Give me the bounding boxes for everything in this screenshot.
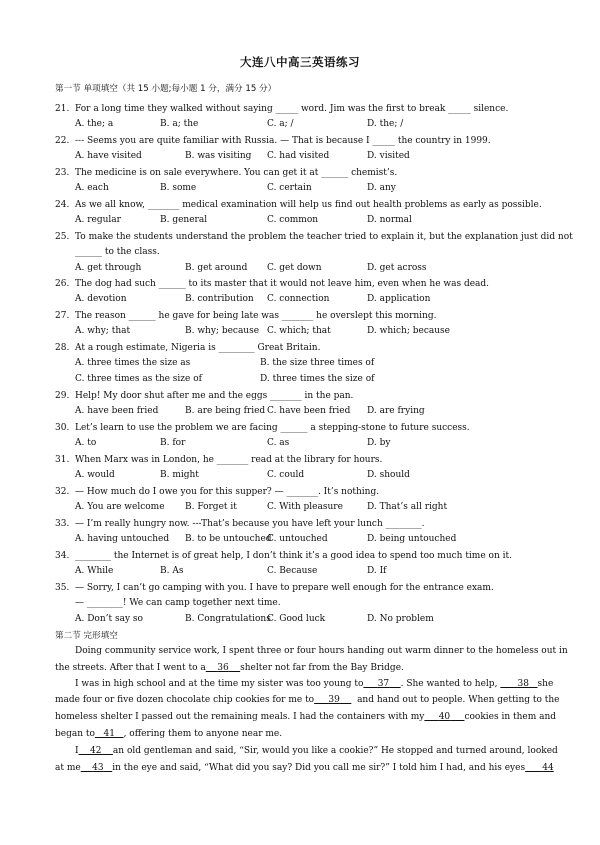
- answer-option: C. certain: [267, 183, 312, 193]
- answer-option: C. common: [267, 215, 319, 225]
- answer-option: B. might: [160, 470, 199, 480]
- answer-option: A. to: [75, 438, 97, 448]
- question-text: As we all know, _______ medical examination will help us find out health problems as early as possible.: [75, 200, 542, 210]
- question-number: 34.: [55, 551, 70, 561]
- blank-37: 37: [377, 679, 390, 689]
- answer-option: A. why; that: [75, 326, 131, 336]
- answer-option: D. If: [367, 566, 387, 576]
- answer-option: B. contribution: [185, 294, 254, 304]
- answer-option: B. was visiting: [185, 151, 252, 161]
- answer-option: B. are being fried: [185, 406, 266, 416]
- question-number: 29.: [55, 391, 70, 401]
- answer-option: C. have been fried: [267, 406, 351, 416]
- passage-line: made four or five dozen chocolate chip cookies for me to 39 and hand out to people. When getting to the: [55, 695, 560, 705]
- blank-39: 39: [328, 695, 340, 705]
- question-number: 21.: [55, 104, 70, 114]
- answer-option: C. With pleasure: [267, 502, 343, 512]
- answer-option: C. connection: [267, 294, 330, 304]
- section-2-header: 第二节 完形填空: [55, 631, 118, 641]
- question-text: — How much do I owe you for this supper? — _______. It’s nothing.: [75, 487, 380, 497]
- answer-option: A. each: [75, 183, 109, 193]
- answer-option: B. some: [160, 183, 197, 193]
- question-stem: [55, 518, 550, 530]
- blank-36: 36: [217, 663, 229, 673]
- question-stem: [55, 135, 550, 147]
- question-number: 26.: [55, 279, 70, 289]
- answer-option: A. the; a: [75, 119, 114, 129]
- answer-option: B. general: [160, 215, 208, 225]
- question-text: — I’m really hungry now. ---That’s because you have left your lunch ________.: [75, 519, 425, 529]
- question-text: The medicine is on sale everywhere. You can get it at ______ chemist’s.: [75, 168, 398, 178]
- answer-option: A. You are welcome: [75, 502, 165, 512]
- question-stem: [55, 167, 550, 179]
- answer-option: B. why; because: [185, 326, 260, 336]
- answer-option: C. Good luck: [267, 614, 326, 624]
- question-stem: [55, 390, 550, 402]
- passage-line: the streets. After that I went to a 36 shelter not far from the Bay Bridge.: [55, 663, 404, 673]
- answer-option: A. devotion: [75, 294, 127, 304]
- question-text: --- Seems you are quite familiar with Russia. — That is because I _____ the country in 1999.: [75, 136, 491, 146]
- question-number: 22.: [55, 136, 70, 146]
- answer-option: B. Congratulations: [185, 614, 271, 624]
- answer-option: D. which; because: [367, 326, 450, 336]
- question-text: Let’s learn to use the problem we are facing ______ a stepping-stone to future success.: [75, 423, 470, 433]
- page-title: 大连八中高三英语练习: [240, 55, 360, 69]
- answer-option: C. as: [267, 438, 290, 448]
- question-continuation: ______ to the class.: [75, 247, 160, 257]
- answer-option: C. Because: [267, 566, 318, 576]
- answer-option: C. three times as the size of: [75, 374, 202, 384]
- answer-option: B. for: [160, 438, 186, 448]
- answer-option: A. have visited: [75, 151, 142, 161]
- answer-option: D. get across: [367, 263, 427, 273]
- question-stem: [55, 278, 550, 290]
- answer-option: C. which; that: [267, 326, 331, 336]
- blank-40: 40: [438, 712, 451, 722]
- question-number: 25.: [55, 232, 70, 242]
- question-stem: [55, 454, 550, 466]
- question-text: ________ the Internet is of great help, I don’t think it’s a good idea to spend too much time on it.: [75, 551, 512, 561]
- question-number: 35.: [55, 583, 70, 593]
- passage-line: Doing community service work, I spent three or four hours handing out warm dinner to the homeless out in: [75, 646, 568, 656]
- answer-option: D. normal: [367, 215, 412, 225]
- question-stem: [55, 199, 550, 211]
- answer-option: C. untouched: [267, 534, 328, 544]
- question-number: 24.: [55, 200, 70, 210]
- answer-option: A. have been fried: [75, 406, 159, 416]
- answer-option: D. should: [367, 470, 410, 480]
- answer-option: D. That’s all right: [367, 502, 448, 512]
- answer-option: A. regular: [75, 215, 121, 225]
- question-stem: [55, 486, 550, 498]
- question-stem: [55, 231, 573, 243]
- question-text: The reason ______ he gave for being late was _______ he overslept this morning.: [75, 311, 437, 321]
- answer-option: D. by: [367, 438, 391, 448]
- question-number: 32.: [55, 487, 70, 497]
- answer-option: D. application: [367, 294, 431, 304]
- answer-option: B. As: [160, 566, 184, 576]
- question-text: At a rough estimate, Nigeria is ________ Great Britain.: [75, 343, 321, 353]
- question-text: Help! My door shut after me and the eggs _______ in the pan.: [75, 391, 354, 401]
- answer-option: B. Forget it: [185, 502, 237, 512]
- question-number: 27.: [55, 311, 70, 321]
- blank-38: 38: [517, 679, 529, 689]
- answer-option: A. three times the size as: [75, 358, 191, 368]
- answer-option: B. get around: [185, 263, 248, 273]
- question-stem: [55, 103, 550, 115]
- answer-option: D. the; /: [367, 119, 404, 129]
- question-number: 28.: [55, 343, 70, 353]
- question-number: 30.: [55, 423, 70, 433]
- question-stem: [55, 582, 550, 594]
- answer-option: D. three times the size of: [260, 374, 375, 384]
- question-text: For a long time they walked without saying _____ word. Jim was the first to break _____ silence.: [75, 104, 509, 114]
- answer-option: D. being untouched: [367, 534, 457, 544]
- question-continuation: — ________! We can camp together next time.: [75, 598, 281, 608]
- question-text: To make the students understand the problem the teacher tried to explain it, but the explanation just did not: [75, 232, 573, 242]
- passage-line: at me 43 in the eye and said, “What did you say? Did you call me sir?” I told him I had, and his eyes 44: [55, 763, 554, 773]
- question-stem: [55, 422, 550, 434]
- answer-option: D. any: [367, 183, 396, 193]
- question-number: 31.: [55, 455, 70, 465]
- passage-line: began to 41 , offering them to anyone near me.: [55, 729, 283, 739]
- question-stem: [55, 550, 550, 562]
- passage-line: homeless shelter I passed out the remaining meals. I had the containers with my 40 cookies in them and: [55, 712, 557, 722]
- answer-option: A. Don’t say so: [75, 614, 143, 624]
- question-text: The dog had such ______ to its master that it would not leave him, even when he was dead.: [75, 279, 490, 289]
- blank-42: 42: [90, 746, 102, 756]
- answer-option: A. While: [75, 566, 114, 576]
- passage-line: I 42 an old gentleman and said, “Sir, would you like a cookie?” He stopped and turned around, looked: [75, 746, 558, 756]
- question-text: When Marx was in London, he _______ read at the library for hours.: [75, 455, 383, 465]
- answer-option: B. to be untouched: [185, 534, 272, 544]
- passage-line: I was in high school and at the time my sister was too young to 37 . She wanted to help, 38 she: [75, 679, 554, 689]
- answer-option: C. get down: [267, 263, 322, 273]
- section-1-header: 第一节 单项填空（共 15 小题;每小题 1 分，满分 15 分）: [55, 84, 277, 94]
- question-number: 23.: [55, 168, 70, 178]
- question-stem: [55, 342, 550, 354]
- question-number: 33.: [55, 519, 70, 529]
- answer-option: B. a; the: [160, 119, 199, 129]
- blank-43: 43: [92, 763, 104, 773]
- answer-option: A. get through: [75, 263, 142, 273]
- answer-option: A. having untouched: [75, 534, 170, 544]
- answer-option: D. visited: [367, 151, 410, 161]
- answer-option: C. had visited: [267, 151, 330, 161]
- blank-41: 41: [103, 729, 115, 739]
- answer-option: D. No problem: [367, 614, 434, 624]
- question-stem: [55, 310, 550, 322]
- answer-option: C. could: [267, 470, 305, 480]
- answer-option: A. would: [75, 470, 115, 480]
- blank-44: 44: [542, 763, 554, 773]
- answer-option: C. a; /: [267, 119, 294, 129]
- answer-option: D. are frying: [367, 406, 425, 416]
- answer-option: B. the size three times of: [260, 358, 375, 368]
- question-text: — Sorry, I can’t go camping with you. I have to prepare well enough for the entrance exam.: [75, 583, 494, 593]
